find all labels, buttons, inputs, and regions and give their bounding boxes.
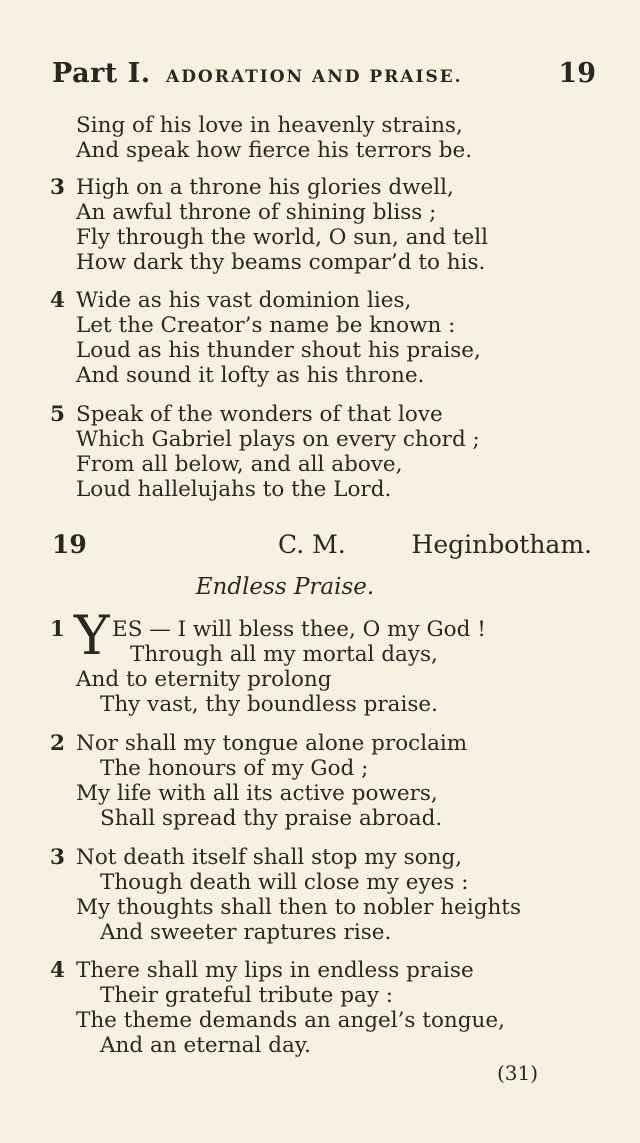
stanza-number: 2 [50,731,65,756]
stanza-number: 5 [50,402,65,427]
verse-line: Their grateful tribute pay : [100,983,394,1008]
verse-line: Not death itself shall stop my song, [76,845,463,870]
verse-line: Shall spread thy praise abroad. [100,806,443,831]
section-title: ADORATION AND PRAISE. [166,67,463,87]
hymn-meter: C. M. [278,530,346,559]
drop-cap: Y [74,604,110,667]
verse-line: Which Gabriel plays on every chord ; [76,427,480,452]
running-header [52,58,596,94]
verse-line: And sound it lofty as his throne. [76,363,425,388]
verse-line: Thy vast, thy boundless praise. [100,692,438,717]
hymn-number: 19 [52,530,87,559]
verse-line: And sweeter raptures rise. [100,920,392,945]
verse-line: The honours of my God ; [100,756,369,781]
verse-line: An awful throne of shining bliss ; [76,200,437,225]
part-label: Part I. [52,58,151,89]
verse-line: Though death will close my eyes : [100,870,469,895]
verse-line: Fly through the world, O sun, and tell [76,225,488,250]
stanza-number: 3 [50,175,65,200]
stanza-number: 4 [50,288,65,313]
verse-line: ES — I will bless thee, O my God ! [112,617,486,642]
stanza-number: 3 [50,845,65,870]
hymn-author: Heginbotham. [411,530,592,559]
verse-line: Through all my mortal days, [130,642,438,667]
verse-line: And an eternal day. [100,1033,311,1058]
verse-line: My life with all its active powers, [76,781,438,806]
verse-line: And to eternity prolong [76,667,332,692]
verse-line: Let the Creator’s name be known : [76,313,456,338]
hymn-heading [52,530,592,560]
verse-line: Sing of his love in heavenly strains, [76,113,463,138]
page-number: 19 [558,58,596,89]
verse-line: High on a throne his glories dwell, [76,175,454,200]
verse-line: Loud as his thunder shout his praise, [76,338,481,363]
verse-line: Loud hallelujahs to the Lord. [76,477,392,502]
verse-line: Speak of the wonders of that love [76,402,443,427]
stanza-number: 4 [50,958,65,983]
stanza-number: 1 [50,617,65,642]
signature-mark: (31) [497,1061,539,1085]
verse-line: Nor shall my tongue alone proclaim [76,731,468,756]
verse-line: Wide as his vast dominion lies, [76,288,412,313]
verse-line: And speak how fierce his terrors be. [76,138,473,163]
verse-line: There shall my lips in endless praise [76,958,474,983]
verse-line: How dark thy beams compar’d to his. [76,250,486,275]
verse-line: From all below, and all above, [76,452,403,477]
verse-line: My thoughts shall then to nobler heights [76,895,521,920]
verse-line: The theme demands an angel’s tongue, [76,1008,505,1033]
hymn-title: Endless Praise. [195,574,375,600]
